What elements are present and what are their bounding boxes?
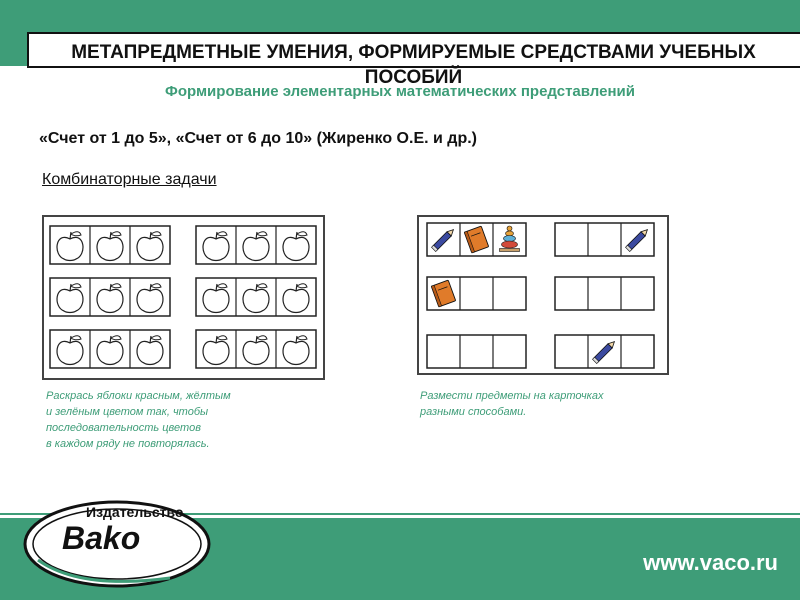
logo-word: Издательство bbox=[86, 504, 184, 520]
caption-line: Размести предметы на карточках bbox=[420, 390, 604, 402]
apple-strip bbox=[50, 278, 170, 316]
caption-line: последовательность цветов bbox=[46, 422, 201, 434]
object-card bbox=[555, 277, 654, 310]
book-reference: «Счет от 1 до 5», «Счет от 6 до 10» (Жиренко О.Е. и др.) bbox=[39, 130, 477, 147]
caption-line: разными способами. bbox=[420, 406, 527, 418]
apple-task-panel bbox=[42, 215, 325, 380]
objects-task-panel bbox=[417, 215, 669, 375]
page-subtitle: Формирование элементарных математических представлений bbox=[165, 83, 635, 100]
object-card bbox=[427, 335, 526, 368]
page-title: МЕТАПРЕДМЕТНЫЕ УМЕНИЯ, ФОРМИРУЕМЫЕ СРЕДСТВАМИ УЧЕБНЫХ ПОСОБИЙ bbox=[71, 42, 756, 88]
object-card bbox=[555, 335, 654, 368]
cards-grid bbox=[419, 217, 667, 373]
object-card bbox=[427, 223, 526, 256]
caption-line: и зелёным цветом так, чтобы bbox=[46, 406, 209, 418]
section-title: Комбинаторные задачи bbox=[42, 171, 217, 188]
caption-line: Раскрась яблоки красным, жёлтым bbox=[46, 390, 231, 402]
objects-task-caption bbox=[420, 388, 604, 420]
apple-task-caption bbox=[46, 388, 231, 452]
apple-strip bbox=[50, 226, 170, 264]
apple-strip bbox=[50, 330, 170, 368]
object-card bbox=[427, 277, 526, 310]
caption-line: в каждом ряду не повторялась. bbox=[46, 438, 210, 450]
apple-strip bbox=[196, 278, 316, 316]
apple-strip bbox=[196, 330, 316, 368]
apple-strip bbox=[196, 226, 316, 264]
site-url[interactable]: www.vaco.ru bbox=[643, 550, 778, 575]
apple-grid bbox=[44, 217, 323, 378]
logo-name: Bako bbox=[62, 520, 141, 556]
object-card bbox=[555, 223, 654, 256]
